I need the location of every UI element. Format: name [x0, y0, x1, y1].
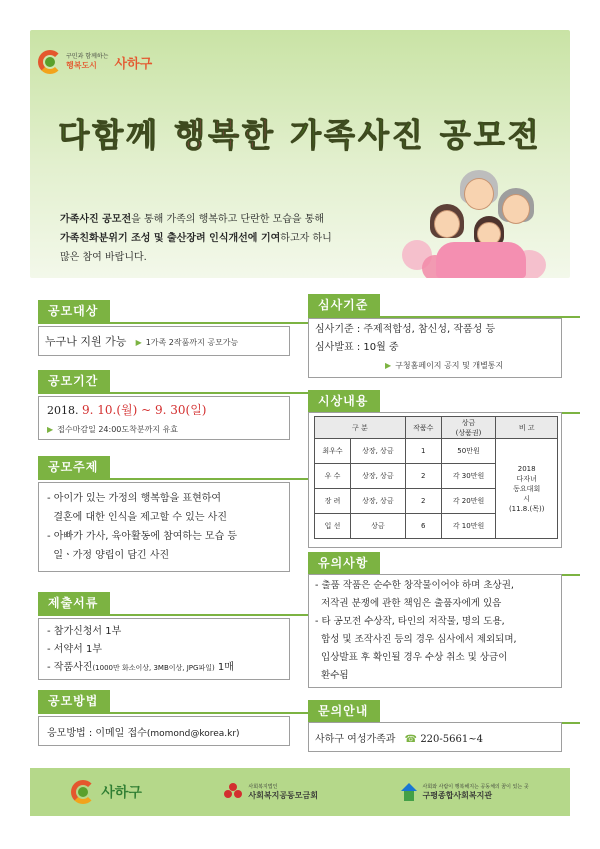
arrow-icon: ▶ [385, 361, 392, 370]
title-part3: 가족사진 공모전 [275, 116, 542, 154]
period-note: 접수마감일 24:00도착분까지 유효 [57, 425, 179, 434]
award-count: 2 [405, 464, 441, 489]
section-box-docs [38, 618, 290, 680]
docs-item: - 서약서 1부 [47, 644, 102, 655]
award-prize: 상장, 상금 [350, 464, 405, 489]
award-prize: 상금 [350, 514, 405, 539]
section-heading-period: 공모기간 [38, 370, 110, 392]
section-heading-contact: 문의안내 [308, 700, 380, 722]
section-heading-theme: 공모주제 [38, 456, 110, 478]
award-money: 50만원 [441, 439, 496, 464]
intro-line1-rest: 을 통해 가족의 행복하고 단란한 모습을 통해 [131, 214, 325, 225]
section-heading-judging: 심사기준 [308, 294, 380, 316]
phone-icon: ☎ [404, 734, 418, 745]
note-item: 합성 및 조작사진 등의 경우 심사에서 제외되며, [315, 634, 517, 645]
awards-header-money: 상금 (상품권) [441, 417, 496, 439]
intro-line3: 많은 참여 바랍니다. [60, 252, 147, 263]
note-item: 저작권 분쟁에 관한 책임은 출품자에게 있음 [315, 598, 502, 609]
footer-logo-welfare [401, 783, 529, 801]
arrow-icon: ▶ [47, 425, 54, 434]
intro-line2-rest: 하고자 하니 [280, 233, 332, 244]
section-box-judging [308, 318, 562, 378]
awards-header-count: 작품수 [405, 417, 441, 439]
brand-name: 사하구 [114, 56, 153, 72]
docs-item: - 작품사진 [47, 662, 93, 673]
docs-item-count: 1매 [214, 662, 234, 673]
brand-slogan: 행복도시 [66, 61, 97, 70]
award-count: 1 [405, 439, 441, 464]
section-heading-notes: 유의사항 [308, 552, 380, 574]
note-item: - 출품 작품은 순수한 창작물이어야 하며 초상권, [315, 580, 514, 591]
award-money: 각 10만원 [441, 514, 496, 539]
award-money: 각 20만원 [441, 489, 496, 514]
note-item: 환수됨 [315, 670, 349, 681]
arrow-icon: ▶ [135, 338, 142, 347]
theme-item: - 아빠가 가사, 육아활동에 참여하는 모습 등 [47, 531, 238, 542]
poster-title [30, 110, 570, 156]
period-dates: 9. 10.(월) ~ 9. 30(일) [82, 403, 207, 417]
fruit-icon [224, 783, 242, 801]
award-grade: 장 려 [315, 489, 351, 514]
award-money: 각 30만원 [441, 464, 496, 489]
docs-item-detail: (1000만 화소이상, 3MB이상, JPG파일) [92, 664, 215, 672]
footer-logo3-name: 구평종합사회복지관 [422, 791, 493, 800]
family-illustration [402, 170, 552, 278]
intro-line2-bold: 가족친화분위기 조성 및 출산장려 인식개선에 기여 [60, 233, 281, 244]
docs-item: - 참가신청서 1부 [47, 626, 122, 637]
method-label: 응모방법 : 이메일 접수 [47, 728, 147, 739]
sahagu-emblem-icon [38, 50, 62, 74]
section-box-method [38, 716, 290, 746]
section-heading-method: 공모방법 [38, 690, 110, 712]
title-part1: 다함께 [58, 116, 175, 154]
theme-item: 결혼에 대한 인식을 제고할 수 있는 사진 [47, 512, 227, 523]
table-row [315, 439, 558, 464]
award-count: 6 [405, 514, 441, 539]
section-heading-target: 공모대상 [38, 300, 110, 322]
award-count: 2 [405, 489, 441, 514]
intro-line1-bold: 가족사진 공모전 [60, 214, 132, 225]
theme-item: 일ㆍ가정 양립이 담긴 사진 [47, 550, 170, 561]
footer-sponsors [30, 768, 570, 816]
note-item: - 타 공모전 수상작, 타인의 저작물, 명의 도용, [315, 616, 505, 627]
footer-logo3-small: 사회와 사람이 행복해지는 공동체의 꿈이 있는 곳 [422, 784, 529, 790]
award-grade: 최우수 [315, 439, 351, 464]
section-box-theme [38, 482, 290, 572]
title-part2: 행복한 [174, 116, 276, 154]
awards-header-remark: 비 고 [496, 417, 558, 439]
award-remark: 2018 다자녀 동요대회 시 (11.8.(목)) [496, 439, 558, 539]
award-prize: 상장, 상금 [350, 489, 405, 514]
period-year: 2018. [47, 404, 82, 417]
target-main: 누구나 지원 가능 [45, 335, 127, 348]
footer-logo1-name: 사하구 [101, 785, 142, 801]
target-note: 1가족 2작품까지 공모가능 [145, 338, 239, 347]
intro-text [60, 210, 420, 267]
section-heading-awards: 시상내용 [308, 390, 380, 412]
footer-logo-chest [224, 783, 318, 801]
judging-announce: 심사발표 : 10월 중 [315, 342, 399, 353]
brand-slogan-small: 구민과 함께하는 [66, 53, 109, 60]
award-grade: 우 수 [315, 464, 351, 489]
contact-phone: 220-5661~4 [420, 734, 483, 745]
section-box-target [38, 326, 290, 356]
note-item: 입상발표 후 확인될 경우 수상 취소 및 상금이 [315, 652, 508, 663]
judging-note: 구청홈페이지 공지 및 개별통지 [395, 361, 504, 370]
section-heading-docs: 제출서류 [38, 592, 110, 614]
sahagu-emblem-icon [71, 780, 95, 804]
footer-logo2-name: 사회복지공동모금회 [248, 791, 318, 800]
award-prize: 상장, 상금 [350, 439, 405, 464]
section-box-notes [308, 574, 562, 688]
footer-logo2-small: 사회복지법인 [248, 784, 278, 790]
awards-table [314, 416, 558, 539]
section-box-period [38, 396, 290, 440]
house-icon [401, 783, 417, 801]
award-grade: 입 선 [315, 514, 351, 539]
method-email: (momond@korea.kr) [146, 729, 240, 739]
header-banner [30, 30, 570, 278]
sahagu-logo [38, 50, 152, 74]
footer-logo-sahagu [71, 780, 142, 804]
theme-item: - 아이가 있는 가정의 행복함을 표현하여 [47, 493, 222, 504]
judging-criteria: 심사기준 : 주제적합성, 참신성, 작품성 등 [315, 324, 496, 335]
contact-dept: 사하구 여성가족과 [315, 734, 396, 745]
awards-header-grade: 구 분 [315, 417, 406, 439]
section-box-contact [308, 722, 562, 752]
